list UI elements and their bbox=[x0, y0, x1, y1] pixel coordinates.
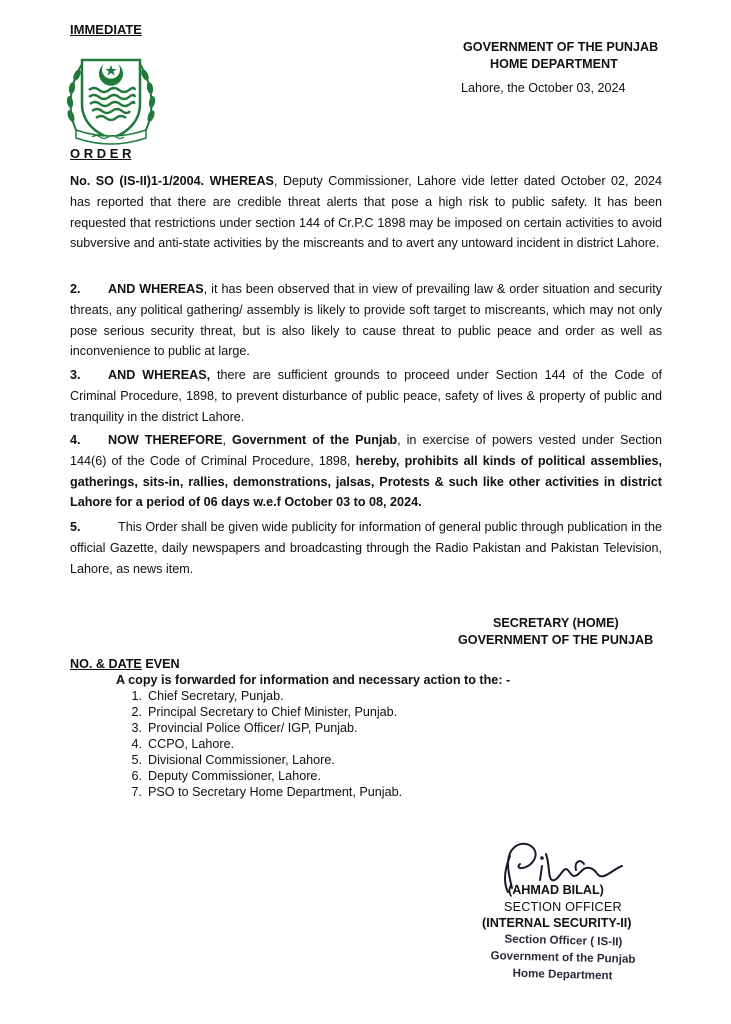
list-item: 2. Principal Secretary to Chief Minister, Punjab. bbox=[131, 705, 398, 719]
paragraph-5 bbox=[70, 517, 662, 579]
priority-label: IMMEDIATE bbox=[70, 22, 142, 37]
department-name: HOME DEPARTMENT bbox=[490, 57, 618, 71]
officer-designation: SECTION OFFICER bbox=[504, 900, 622, 914]
stamp-line-1: Section Officer ( IS-II) bbox=[504, 932, 623, 949]
list-item: 6. Deputy Commissioner, Lahore. bbox=[131, 769, 321, 783]
stamp-line-3: Home Department bbox=[512, 966, 613, 983]
paragraph-4 bbox=[70, 430, 662, 513]
place-date: Lahore, the October 03, 2024 bbox=[461, 81, 626, 95]
signatory-org: GOVERNMENT OF THE PUNJAB bbox=[458, 633, 654, 647]
distribution-list bbox=[120, 688, 402, 800]
distribution-even: EVEN bbox=[141, 657, 180, 671]
paragraph-4-lead: NOW THEREFORE bbox=[108, 433, 223, 447]
list-item: 3. Provincial Police Officer/ IGP, Punjab. bbox=[131, 721, 358, 735]
paragraph-3-number: 3. bbox=[70, 368, 81, 382]
paragraph-2-number: 2. bbox=[70, 282, 81, 296]
paragraph-3-lead: AND WHEREAS, bbox=[108, 368, 211, 382]
paragraph-4-government: Government of the Punjab bbox=[232, 433, 398, 447]
paragraph-1 bbox=[70, 171, 662, 254]
official-stamp bbox=[477, 930, 648, 985]
distribution-heading bbox=[70, 657, 180, 671]
paragraph-2-lead: AND WHEREAS bbox=[108, 282, 204, 296]
order-reference: No. SO (IS-II)1-1/2004. WHEREAS bbox=[70, 174, 274, 188]
paragraph-5-text: This Order shall be given wide publicity for information of general public through publication in the official Gazette, daily newspapers and broadcasting through the Radio Pakistan and Pakistan Television, Lahore, as news item. bbox=[70, 520, 662, 576]
paragraph-2 bbox=[70, 279, 662, 362]
list-item: 7. PSO to Secretary Home Department, Punjab. bbox=[131, 785, 403, 799]
paragraph-4-prohibition: hereby, prohibits all kinds of political assemblies, gatherings, sits-in, rallies, demonstrations, jalsas, Protests & such like other activities in district Lahore for a period of 06 days w.e.f October 03 to 08, 2024. bbox=[70, 453, 662, 510]
paragraph-2-text: , it has been observed that in view of prevailing law & order situation and security threats, any political gathering/ assembly is likely to provide soft target to miscreants, which may not only pose serious security threat, but is also likely to cause threat to public peace and order as well as inconvenience to public at large. bbox=[70, 282, 662, 359]
paragraph-5-number: 5. bbox=[70, 520, 81, 534]
stamp-line-2: Government of the Punjab bbox=[490, 949, 636, 966]
list-item: 4. CCPO, Lahore. bbox=[131, 737, 235, 751]
officer-wing: (INTERNAL SECURITY-II) bbox=[482, 916, 632, 930]
officer-name: (AHMAD BILAL) bbox=[508, 883, 604, 897]
paragraph-3-text: there are sufficient grounds to proceed under Section 144 of the Code of Criminal Procedure, 1898, to prevent disturbance of public peace, safety of lives & property of public and tranquility in the district Lahore. bbox=[70, 368, 662, 424]
signatory-title: SECRETARY (HOME) bbox=[493, 616, 619, 630]
list-item: 1. Chief Secretary, Punjab. bbox=[131, 689, 284, 703]
paragraph-4-separator: , bbox=[222, 433, 233, 447]
order-heading: O R D E R bbox=[70, 146, 132, 161]
paragraph-4-text: , in exercise of powers vested under Section 144(6) of the Code of Criminal Procedure, 1898, bbox=[70, 433, 662, 468]
paragraph-4-number: 4. bbox=[70, 433, 81, 447]
paragraph-3 bbox=[70, 365, 662, 427]
paragraph-1-text: , Deputy Commissioner, Lahore vide letter dated October 02, 2024 has reported that there are credible threat alerts that pose a high risk to public safety. It has been requested that restrictions under section 144 of Cr.P.C 1898 may be imposed on certain activities to avoid subversive and anti-state activities by the miscreants and to avert any untoward incident in district Lahore. bbox=[70, 174, 662, 251]
punjab-emblem-icon bbox=[62, 42, 160, 146]
list-item: 5. Divisional Commissioner, Lahore. bbox=[131, 753, 335, 767]
government-name: GOVERNMENT OF THE PUNJAB bbox=[463, 40, 659, 54]
distribution-intro: A copy is forwarded for information and necessary action to the: - bbox=[116, 673, 511, 687]
distribution-number-date: NO. & DATE bbox=[70, 657, 142, 671]
